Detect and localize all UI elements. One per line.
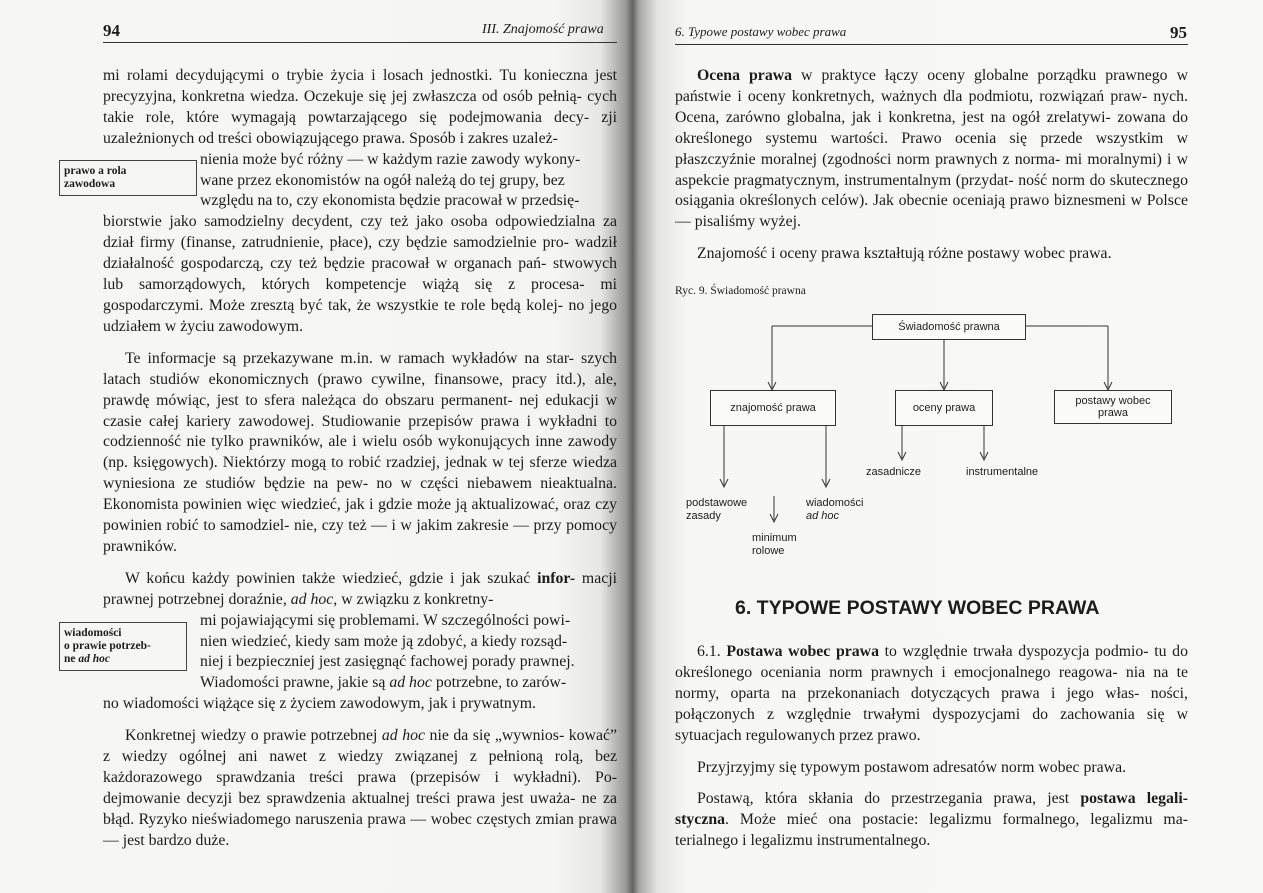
margin-note: prawo a rola zawodowa [59, 160, 197, 196]
running-head-left: III. Znajomość prawa [482, 22, 604, 37]
header-rule-left [103, 42, 617, 43]
diagram-node-postawy: postawy wobec prawa [1054, 390, 1172, 424]
diagram-leaf-wiadomosci: wiadomości ad hoc [806, 497, 864, 522]
diagram-root-box: Świadomość prawna [872, 314, 1026, 340]
page-number-right: 95 [1170, 23, 1187, 42]
paragraph: Konkretnej wiedzy o prawie potrzebnej ad hoc nie da się „wywnios- kować” z wiedzy ogólnej ani nawet z wiedzy związanej z pełnioną rolą, bez każdorazowego sprawdzania treści prawa (przepisów i wykładni). Po- dejmowanie decyzji bez sprawdzenia aktualnej treści prawa jest uważa- ne za błąd. Ryzyko nieświadomego naruszenia prawa — wobec częstych zmian prawa — jest bardzo duże. [103, 727, 617, 849]
running-head-right: 6. Typowe postawy wobec prawa [675, 24, 847, 39]
diagram-node-znajomosc: znajomość prawa [710, 390, 836, 426]
diagram-leaf-instrumentalne: instrumentalne [966, 466, 1039, 478]
paragraph: Znajomość i oceny prawa kształtują różne postawy wobec prawa. [697, 245, 1112, 263]
diagram-leaf-zasadnicze: zasadnicze [866, 466, 922, 478]
section-heading: 6. TYPOWE POSTAWY WOBEC PRAWA [735, 597, 1100, 619]
paragraph: mi rolami decydującymi o trybie życia i losach jednostki. Tu konieczna jest precyzyjna, konkretna wiedza. Oczekuje się jej zwłaszcza od osób pełnią- cych takie role, które wymagają powtarzającego się podejmowania decy- zji uzależnionych od treści obowiązującego prawa. Sposób i zakres uzależ- nienia może być różny — w każdym razie zawody wykony- wane przez ekonomistów na ogół należą do tej grupy, bez względu na to, czy ekonomista będzie pracował w przedsię- biorstwie jako samodzielny decydent, czy też jako osoba odpowiedzialna za dział firmy (finanse, zatrudnienie, płace), czy będzie samodzielnie pro- wadził działalność gospodarczą, czy też będzie pracował w organach pań- stwowych lub samorządowych, których kompetencje wiążą się z procesa- mi gospodarczymi. Może zresztą być tak, że wszystkie te role będą kolej- no jego udziałem w życiu zawodowym. [103, 67, 618, 335]
right-page [632, 0, 1263, 893]
diagram-leaf-minimum: minimum rolowe [752, 532, 797, 557]
paragraph: Te informacje są przekazywane m.in. w ramach wykładów na star- szych latach studiów ekonomicznych (prawo cywilne, finansowe, pracy itd.), ale, prawdę mówiąc, jest to sfera należąca do obszaru permanent- nej edukacji w czasie całej kariery zawodowej. Studiowanie przepisów prawa i wykładni to codzienność nie tylko prawników, ale i wielu osób wykonujących inne zawody (np. księgowych). Niektórzy mogą to robić rzadziej, jednak w tej sferze wiedza wyniesiona ze studiów będzie na pew- no w części niebawem nieaktualna. Ekonomista powinien więc wiedzieć, jak i gdzie może ją aktualizować, oraz czy powinien robić to samodziel- nie, czy też — i w jakim zakresie — przy pomocy prawników. [103, 349, 618, 555]
paragraph: Postawą, która skłania do przestrzegania prawa, jest postawa legali- styczna. Może mieć ona postacie: legalizmu formalnego, legalizmu ma- terialnego i legalizmu instrumentalnego. [675, 790, 1188, 850]
right-body-bottom [675, 642, 1188, 852]
figure-caption: Ryc. 9. Świadomość prawna [675, 285, 806, 297]
paragraph: Przyjrzyjmy się typowym postawom adresatów norm wobec prawa. [697, 758, 1127, 776]
paragraph: Ocena prawa w praktyce łączy oceny globalne porządku prawnego w państwie i oceny konkretnych, ważnych dla podmiotu, rozwiązań praw- nych. Ocena, zarówno globalna, jak i konkretna, jest na ogół zrelatywi- zowana do określonego systemu wartości. Prawo ocenia się przede wszystkim w płaszczyźnie moralnej (zgodności norm prawnych z norma- mi moralnymi) i w aspekcie pragmatycznym, instrumentalnym (przydat- ność norm do skutecznego osiągania określonych celów). Jak obecnie oceniają prawo biznesmeni w Polsce — pisaliśmy wyżej. [675, 67, 1189, 231]
page-number-left: 94 [103, 21, 120, 40]
diagram-leaf-podstawowe: podstawowe zasady [686, 497, 748, 522]
diagram-node-oceny: oceny prawa [895, 390, 993, 426]
margin-note: wiadomości o prawie potrzeb- ne ad hoc [59, 622, 187, 671]
paragraph: 6.1. Postawa wobec prawa to względnie trwała dyspozycja podmio- tu do określonego oceniania norm prawnych i emocjonalnego reagowa- nia na te normy, oparta na przekonaniach dotyczących prawa i jego włas- ności, połączonych z względnie trwałymi dyspozycjami do zachowania się w sytuacjach regulowanych przez prawo. [675, 643, 1189, 744]
paragraph: W końcu każdy powinien także wiedzieć, gdzie i jak szukać infor- macji prawnej potrzebnej doraźnie, ad hoc, w związku z konkretny- mi pojawiającymi się problemami. W szczególności powi- nien wiedzieć, kiedy sam może ją zdobyć, a kiedy rozsąd- niej i bezpieczniej jest zasięgnąć fachowej porady prawnej. Wiadomości prawne, jakie są ad hoc potrzebne, to zarów- no wiadomości wiążące się z życiem zawodowym, jak i prywatnym. [103, 569, 617, 713]
